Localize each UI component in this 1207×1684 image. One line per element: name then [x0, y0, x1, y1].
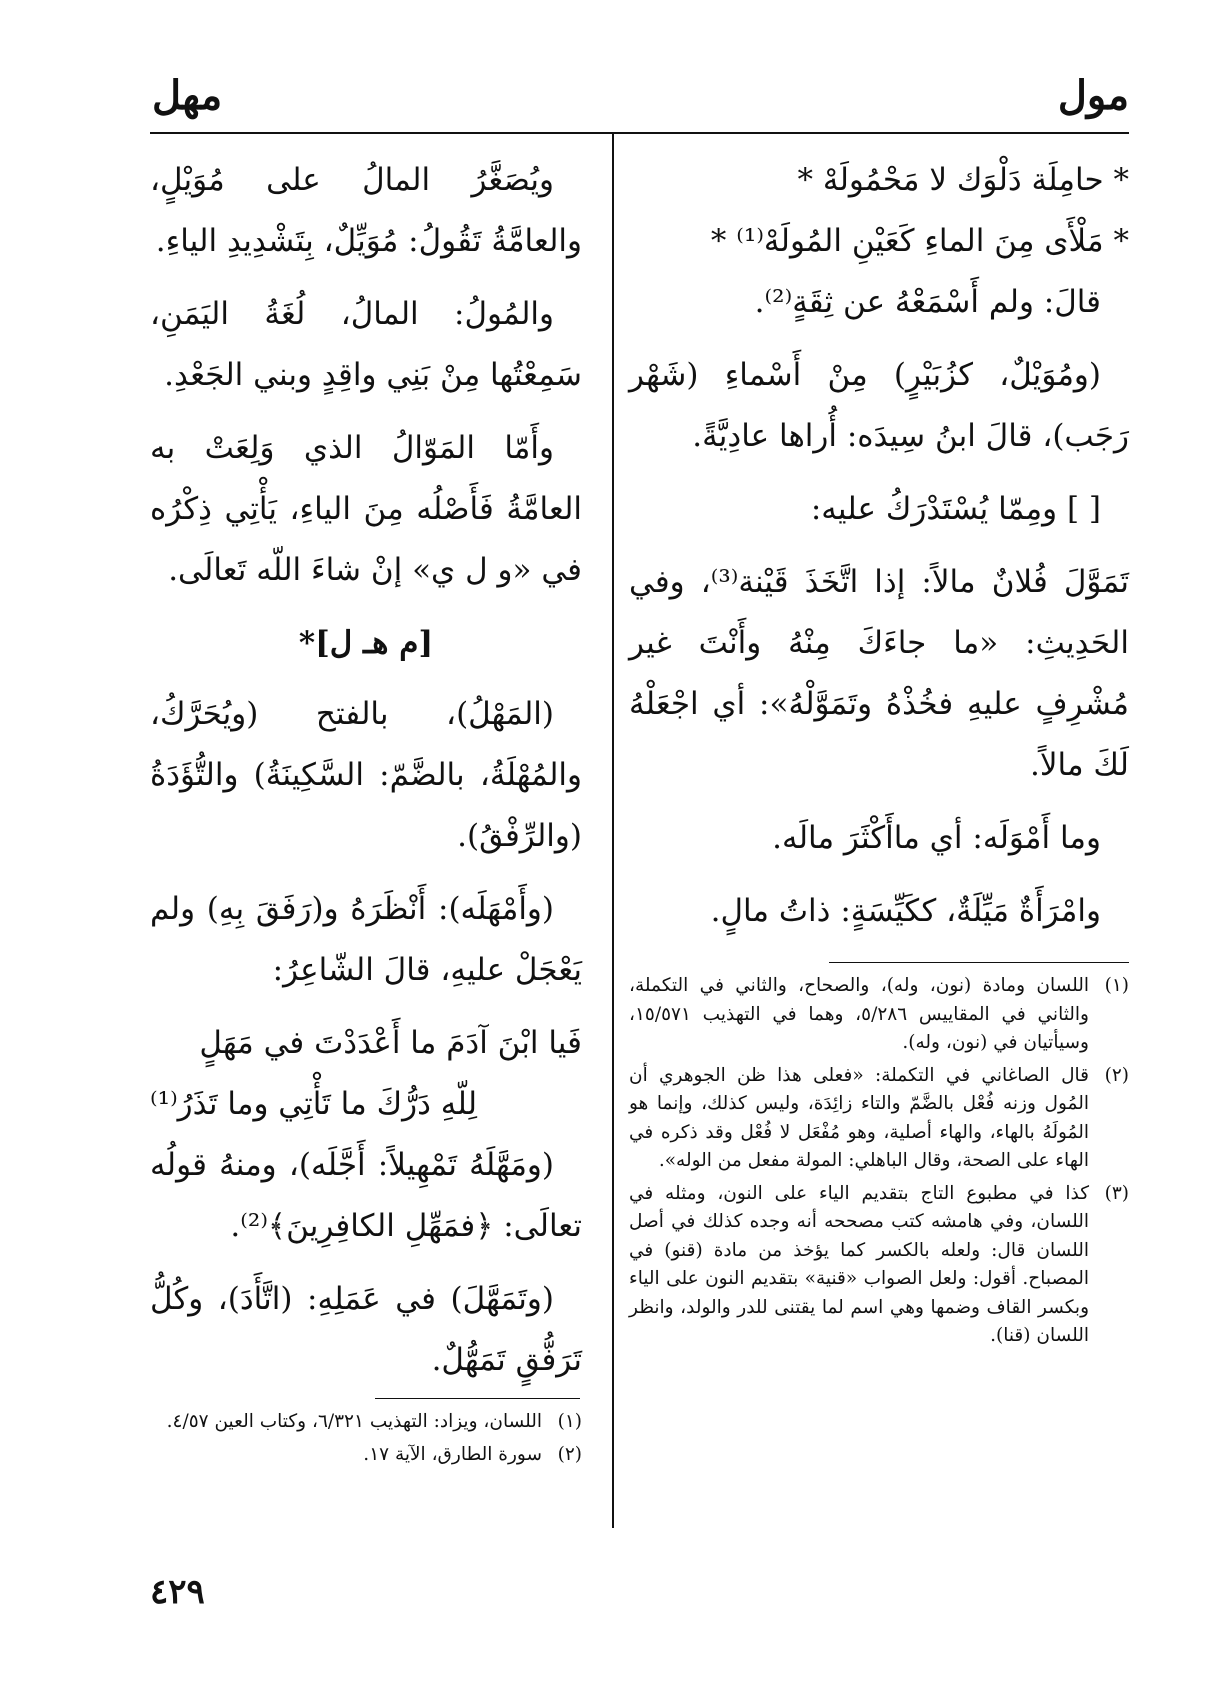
running-head-left: مهل — [152, 72, 223, 119]
verse-line: * حامِلَة دَلْوَك لا مَحْمُولَهْ * — [797, 162, 1129, 198]
footnote-number: (١) — [557, 1411, 582, 1432]
header-rule — [150, 132, 1129, 134]
footnote-text: اللسان ومادة (نون، وله)، والصحاح، والثاني في التكملة، والثاني في المقاييس ٥/٢٨٦، وهما في التهذيب ١٥/٥٧١، وسيأتيان في (نون، وله). — [629, 975, 1089, 1053]
footnote-rule — [829, 962, 1129, 963]
footnote-number: (٢) — [1104, 1064, 1129, 1086]
paragraph: [ ] ومِمّا يُسْتَدْرَكُ عليه: — [810, 491, 1101, 527]
right-column — [629, 150, 1129, 954]
paragraph: (وأَمْهَلَه): أَنْظَرَهُ و(رَفَقَ بِهِ) ولم يَعْجَلْ عليهِ، قالَ الشّاعِرُ: — [150, 891, 582, 988]
page-number: ٤٢٩ — [150, 1572, 205, 1612]
footnote-text: قال الصاغاني في التكملة: «فعلى هذا ظن الجوهري أن المُول وزنه فُعْل بالضَّمّ والتاء زائِدَة، وليس كذلك، وإنما هو المُولَهُ بالهاء، والهاء أصلية، وهو مُفْعَل لا فُعْل وقد ذكره في الهاء على الصحة، وقال الباهلي: المولة مفعل من الوله». — [629, 1064, 1089, 1171]
footnote-number: (٣) — [1104, 1182, 1129, 1204]
footnote-text: سورة الطارق، الآية ١٧. — [363, 1443, 542, 1465]
footnote-rule — [375, 1398, 580, 1399]
footnote — [629, 972, 1129, 1058]
footnotes-right — [629, 972, 1129, 1355]
footnote — [629, 1180, 1129, 1351]
footnote — [150, 1441, 582, 1470]
paragraph: وما أَمْوَلَه: أي ماأَكْثَرَ مالَه. — [772, 820, 1101, 856]
paragraph: (وتَمَهَّلَ) في عَمَلِهِ: (اتَّأَدَ)، وكُلُّ تَرَفُّقٍ تَمَهُّلٌ. — [150, 1281, 582, 1378]
paragraph: وامْرَأَةٌ مَيِّلَةٌ، ككَيِّسَةٍ: ذاتُ مالٍ. — [710, 893, 1101, 929]
footnotes-left — [150, 1408, 582, 1473]
paragraph: وأَمّا المَوّالُ الذي وَلِعَتْ به العامَّةُ فَأَصْلُه مِنَ الياءِ، يَأْتِي ذِكْرُه في «و ل ي» إنْ شاءَ اللّه تَعالَى. — [150, 430, 582, 588]
paragraph: تَمَوَّلَ فُلانٌ مالاً: إذا اتَّخَذَ قَيْنة⁽³⁾، وفي الحَدِيثِ: «ما جاءَكَ مِنْهُ وأَنْتَ غير مُشْرِفٍ عليهِ فخُذْهُ وتَمَوَّلْهُ»: أي اجْعَلْهُ لَكَ مالاً. — [629, 564, 1129, 783]
verse-line: * مَلْأَى مِنَ الماءِ كَعَيْنِ المُولَهْ⁽¹⁾ * — [710, 223, 1129, 259]
paragraph: (المَهْلُ)، بالفتح (ويُحَرَّكُ، والمُهْلَةُ، بالضَّمّ: السَّكِينَةُ) والتُّؤَدَةُ (والرِّفْقُ). — [150, 696, 582, 854]
paragraph: والمُولُ: المالُ، لُغَةُ اليَمَنِ، سَمِعْتُها مِنْ بَنِي واقِدٍ وبني الجَعْدِ. — [150, 296, 582, 393]
column-divider — [612, 134, 614, 1528]
footnote-text: اللسان، ويزاد: التهذيب ٦/٣٢١، وكتاب العين ٤/٥٧. — [166, 1411, 542, 1432]
footnote-text: كذا في مطبوع التاج بتقديم الياء على النون، ومثله في اللسان، وفي هامشه كتب مصححه أنه وجده كذلك في أصل اللسان قال: ولعله بالكسر كما يؤخذ من مادة (قنو) في المصباح. أقول: ولعل الصواب «قنية» بتقديم النون على الياء وبكسر القاف وضمها وهي اسم لما يقتنى للدر والولد، وانظر اللسان (قنا). — [629, 1182, 1089, 1346]
footnote — [150, 1408, 582, 1437]
entry-heading: [م هـ ل]* — [298, 625, 434, 661]
paragraph: (ومَهَّلَهُ تَمْهِيلاً: أَجَّلَه)، ومنهُ قولُه تعالَى: ﴿فمَهِّلِ الكافِرِينَ﴾⁽²⁾. — [150, 1147, 582, 1244]
paragraph: قالَ: ولم أَسْمَعْهُ عن ثِقَةٍ⁽²⁾. — [754, 284, 1101, 320]
footnote-number: (٢) — [557, 1443, 582, 1465]
footnote-number: (١) — [1104, 975, 1129, 996]
paragraph: (ومُوَيْلٌ، كزُبَيْرٍ) مِنْ أَسْماءِ (شَهْر رَجَب)، قالَ ابنُ سِيدَه: أُراها عادِيَّةً. — [629, 357, 1129, 454]
running-head-right: مول — [1057, 72, 1129, 119]
left-column — [150, 150, 582, 1403]
paragraph: ويُصَغَّرُ المالُ على مُوَيْلٍ، والعامَّةُ تَقُولُ: مُوَيِّلٌ، بِتَشْدِيدِ الياءِ. — [150, 162, 582, 259]
verse-line: فَيا ابْنَ آدَمَ ما أَعْدَدْتَ في مَهَلٍ — [199, 1025, 582, 1061]
footnote — [629, 1062, 1129, 1176]
verse-line: لِلّهِ دَرُّكَ ما تَأْتِي وما تَذَرُ⁽¹⁾ — [150, 1086, 478, 1122]
